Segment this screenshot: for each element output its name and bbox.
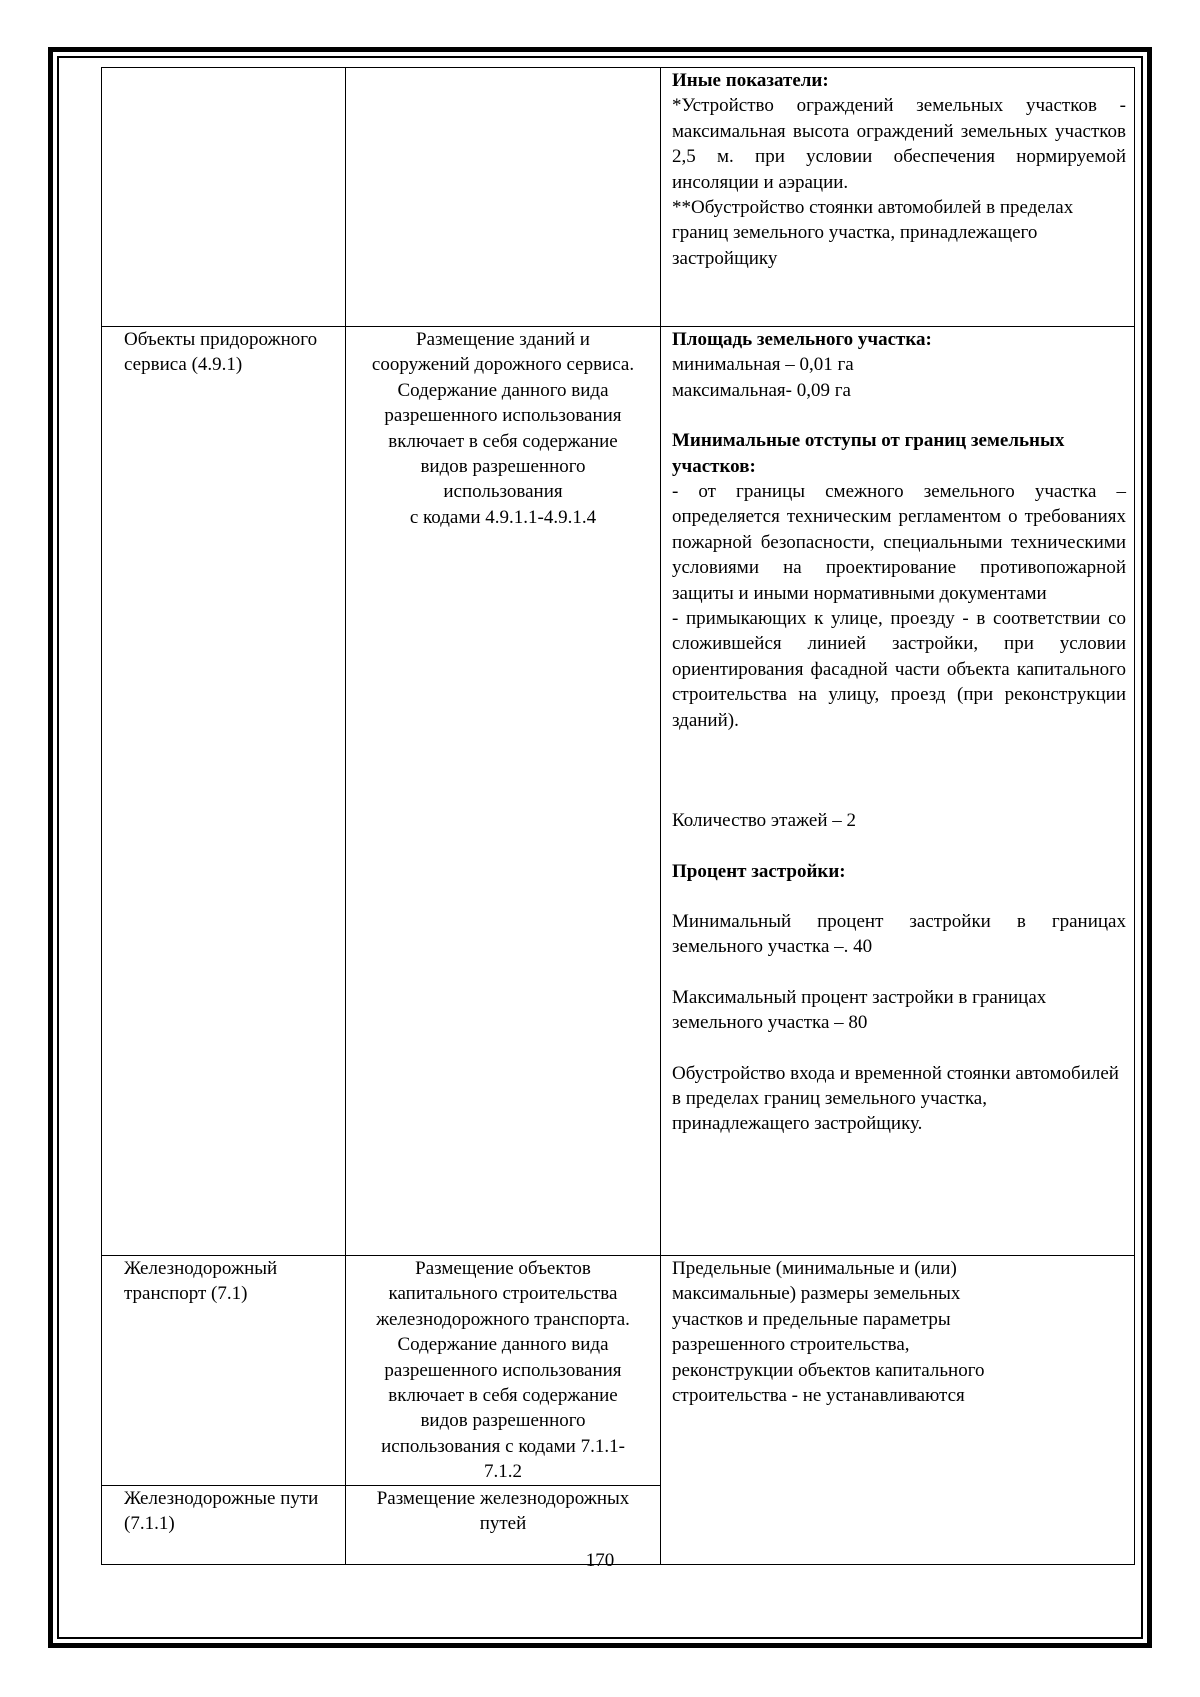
setback-street: - примыкающих к улице, проезду - в соответствии со сложившейся линией застройки, при условии ориентирования фасадной части объекта капитального строительства на улицу, проезд (при реконструкции зданий). — [672, 608, 1126, 731]
table-cell-use-name — [102, 1256, 346, 1486]
area-minimum: минимальная – 0,01 га — [672, 354, 854, 376]
setback-adjacent-plot: - от границы смежного земельного участка – определяется техническим регламентом о требованиях пожарной безопасности, специальными техническими условиями на проектирование противопожарной защиты и иными нормативными документами — [672, 481, 1126, 604]
land-use-table — [101, 67, 1135, 1565]
spacer — [672, 733, 1126, 783]
table-cell-parameters — [661, 327, 1135, 1256]
table-cell-use-name — [102, 68, 346, 327]
table-cell-description — [346, 1256, 661, 1486]
table-cell-description — [346, 68, 661, 327]
use-description: Размещение железнодорожных путей — [376, 1487, 630, 1535]
table-cell-parameters — [661, 68, 1135, 327]
setback-heading: Минимальные отступы от границ земельных участков: — [672, 430, 1065, 477]
coverage-maximum: Максимальный процент застройки в границах земельного участка – 80 — [672, 986, 1047, 1034]
floor-count: Количество этажей – 2 — [672, 810, 857, 832]
other-indicators-heading: Иные показатели: — [672, 70, 829, 91]
entrance-parking: Обустройство входа и временной стоянки автомобилей в пределах границ земельного участка, принадлежащего застройщику. — [672, 1062, 1119, 1135]
table-cell-description — [346, 327, 661, 1256]
table-row — [102, 68, 1135, 327]
use-name: Железнодорожные пути (7.1.1) — [124, 1487, 319, 1535]
area-maximum: максимальная- 0,09 га — [672, 379, 851, 401]
page-number: 170 — [585, 1550, 615, 1571]
spacer — [672, 960, 1126, 985]
use-description: Размещение объектов капитального строительства железнодорожного транспорта. Содержание данного вида разрешенного использования включает в себя содержание видов разрешенного использования с кодами 7.1.1- 7.1.2 — [376, 1258, 630, 1483]
table-row — [102, 327, 1135, 1256]
parameters-not-established: Предельные (минимальные и (или) максимальные) размеры земельных участков и предельные параметры разрешенного строительства, реконструкции объектов капитального строительства - не устанавливаются — [672, 1258, 985, 1407]
use-name: Объекты придорожного сервиса (4.9.1) — [124, 329, 318, 376]
use-name: Железнодорожный транспорт (7.1) — [124, 1258, 278, 1305]
spacer — [672, 1036, 1126, 1061]
use-description: Размещение зданий и сооружений дорожного сервиса. Содержание данного вида разрешенного использования включает в себя содержание видов разрешенного использования с кодами 4.9.1.1-4.9.1.4 — [371, 329, 635, 528]
table-cell-use-name — [102, 327, 346, 1256]
parking-requirement: **Обустройство стоянки автомобилей в пределах границ земельного участка, принадлежащего застройщику — [672, 197, 1074, 269]
table-cell-parameters — [661, 1256, 1135, 1565]
area-heading: Площадь земельного участка: — [672, 329, 932, 350]
spacer — [672, 783, 1126, 808]
table-row — [102, 1256, 1135, 1486]
spacer — [672, 834, 1126, 859]
spacer — [672, 403, 1126, 428]
fence-requirement: *Устройство ограждений земельных участков - максимальная высота ограждений земельных участков 2,5 м. при условии обеспечения нормируемой инсоляции и аэрации. — [672, 95, 1126, 193]
coverage-minimum: Минимальный процент застройки в границах земельного участка –. 40 — [672, 910, 1126, 958]
spacer — [672, 884, 1126, 909]
coverage-heading: Процент застройки: — [672, 860, 846, 882]
